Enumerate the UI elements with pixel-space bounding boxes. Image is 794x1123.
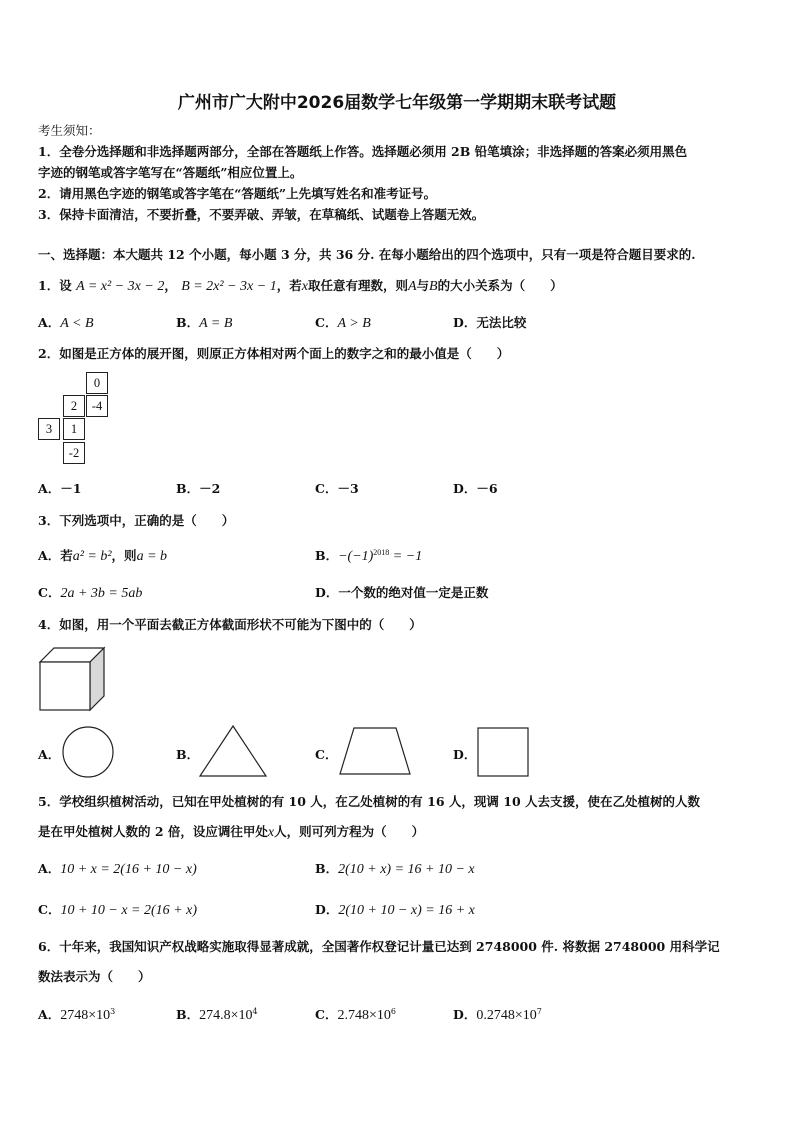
page-title: 广州市广大附中2026届数学七年级第一学期期末联考试题 (177, 93, 617, 113)
net-cell: -4 (86, 395, 108, 417)
q1-option-c[interactable]: C．A > B (315, 315, 371, 331)
q4-option-d[interactable]: D． (453, 747, 477, 762)
question-5-stem-line2: 是在甲处植树人数的 2 倍，设应调往甲处x人，则可列方程为（ ） (38, 824, 425, 840)
net-cell: 3 (38, 418, 60, 440)
q4-option-a[interactable]: A． (38, 747, 61, 762)
q5-option-d[interactable]: D．2(10 + 10 − x) = 16 + x (315, 902, 475, 918)
notice-heading: 考生须知： (38, 123, 101, 138)
q6-option-c[interactable]: C．$2.748\times 10^6$ (315, 1006, 396, 1023)
net-cell: 0 (86, 372, 108, 394)
triangle-shape-icon (198, 724, 268, 778)
q2-option-a[interactable]: A．－1 (38, 481, 82, 496)
question-6-stem-line2: 数法表示为（ ） (38, 969, 151, 984)
q1-option-d[interactable]: D．无法比较 (453, 315, 527, 330)
notice-item-1a: 1．全卷分选择题和非选择题两部分，全部在答题纸上作答。选择题必须用 2B 铅笔填涂；非选择题的答案必须用黑色 (38, 144, 688, 159)
q6-option-d[interactable]: D．$0.2748\times 10^7$ (453, 1006, 542, 1023)
cube-figure (38, 646, 106, 712)
q4-option-b[interactable]: B． (176, 747, 200, 762)
question-3-stem: 3．下列选项中，正确的是（ ） (38, 513, 235, 528)
net-cell: 1 (63, 418, 85, 440)
q5-option-c[interactable]: C．10 + 10 − x = 2(16 + x) (38, 902, 197, 918)
q1-expr-b: B = 2x² − 3x − 1 (181, 279, 277, 294)
question-5-stem-line1: 5．学校组织植树活动，已知在甲处植树的有 10 人，在乙处植树的有 16 人，现调 10 人去支援，使在乙处植树的人数 (38, 794, 700, 809)
trapezoid-shape-icon (338, 726, 412, 776)
q6-option-b[interactable]: B．$274.8\times 10^4$ (176, 1006, 258, 1023)
notice-item-2: 2．请用黑色字迹的钢笔或答字笔在“答题纸”上先填写姓名和准考证号。 (38, 186, 437, 201)
net-cell: -2 (63, 442, 85, 464)
q6-option-a[interactable]: A．$2748\times 10^3$ (38, 1006, 116, 1023)
q5-option-a[interactable]: A．10 + x = 2(16 + 10 − x) (38, 861, 197, 877)
question-4-stem: 4．如图，用一个平面去截正方体截面形状不可能为下图中的（ ） (38, 617, 422, 632)
circle-shape-icon (60, 725, 116, 779)
q2-option-c[interactable]: C．－3 (315, 481, 359, 496)
notice-item-3: 3．保持卡面清洁，不要折叠，不要弄破、弄皱，在草稿纸、试题卷上答题无效。 (38, 207, 485, 222)
question-1-stem: 1．设 A = x² − 3x − 2， B = 2x² − 3x − 1，若x取任意有理数，则A与B的大小关系为（ ） (38, 278, 563, 294)
question-6-stem-line1: 6．十年来，我国知识产权战略实施取得显著成就，全国著作权登记计量已达到 2748000 件. 将数据 2748000 用科学记 (38, 939, 720, 954)
net-cell: 2 (63, 395, 85, 417)
q1-option-b[interactable]: B．A = B (176, 315, 233, 331)
q1-expr-a: A = x² − 3x − 2 (76, 279, 165, 294)
q2-option-d[interactable]: D．－6 (453, 481, 498, 496)
q3-option-c[interactable]: C．2a + 3b = 5ab (38, 585, 143, 601)
question-2-stem: 2．如图是正方体的展开图，则原正方体相对两个面上的数字之和的最小值是（ ） (38, 346, 510, 361)
q5-option-b[interactable]: B．2(10 + x) = 16 + 10 − x (315, 861, 475, 877)
q3-option-d[interactable]: D．一个数的绝对值一定是正数 (315, 585, 489, 600)
q2-option-b[interactable]: B．－2 (176, 481, 221, 496)
square-shape-icon (476, 726, 530, 778)
q3-option-a[interactable]: A．若a² = b²，则a = b (38, 548, 168, 564)
q3-option-b[interactable]: B．$-(-1)^{2018} = -1$ (315, 547, 423, 564)
q1-option-a[interactable]: A．A < B (38, 315, 94, 331)
section-heading: 一、选择题：本大题共 12 个小题，每小题 3 分，共 36 分. 在每小题给出的四个选项中，只有一项是符合题目要求的. (38, 247, 696, 262)
notice-item-1b: 字迹的钢笔或答字笔写在“答题纸”相应位置上。 (38, 165, 303, 180)
q4-option-c[interactable]: C． (315, 747, 338, 762)
